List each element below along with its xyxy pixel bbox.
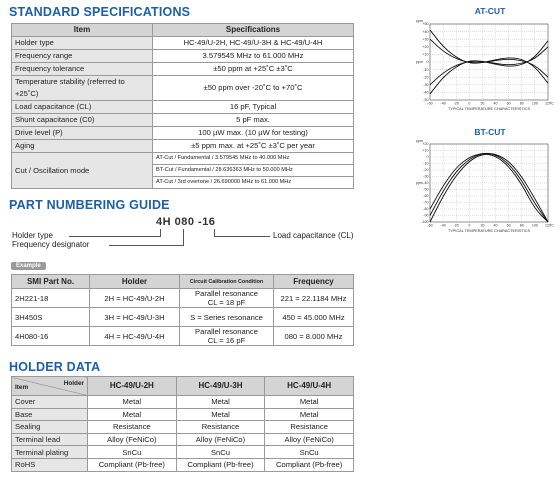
spec-item-value: 16 pF, Typical [153,101,354,114]
x-tick-label: -60 [427,101,433,106]
part-number-code: 4H 080 -16 [156,216,216,228]
holder-item-value: Compliant (Pb-free) [265,458,354,471]
example-frequency: 221 = 22.1184 MHz [274,289,354,308]
load-leader-h [214,236,270,237]
y-tick-label: -40 [423,90,429,95]
frequency-designator-label: Frequency designator [12,240,90,249]
y-axis-label: ppm [416,60,423,64]
y-tick-label: -30 [423,83,429,87]
x-tick-label: 80 [519,223,524,228]
y-tick-label: -90 [423,213,429,218]
spec-cut-value: AT-Cut / 3rd overtone / 26.690000 MHz to 61.000 MHz [153,177,354,189]
spec-item-value: ±50 ppm at +25˚C ±3˚C [153,63,354,76]
x-tick-label: 60 [506,101,511,106]
spec-row [12,50,354,63]
y-tick-label: -20 [423,168,429,173]
y-tick-label: +50 [422,22,429,27]
x-tick-label: -40 [440,223,446,228]
spec-row [12,114,354,127]
x-tick-label: -20 [453,223,459,228]
holder-leader-h [69,236,161,237]
part-numbering-diagram [11,215,361,255]
freq-leader-h [109,245,184,246]
spec-row [12,76,354,101]
holder-row [12,433,354,446]
x-unit-label: °C [550,223,555,228]
holder-header-3h: HC-49/U-3H [176,377,265,396]
holder-item-label: Sealing [12,421,88,434]
holder-item-value: Alloy (FeNiCo) [176,433,265,446]
example-holder: 4H = HC-49/U-4H [90,327,180,346]
x-tick-label: 40 [493,101,498,106]
example-holder: 3H = HC-49/U-3H [90,308,180,327]
holder-item-value: Metal [176,408,265,421]
example-header-part-no: SMI Part No. [12,275,90,289]
x-unit-label: °C [550,101,555,106]
x-tick-label: -20 [453,101,459,106]
example-row [12,289,354,308]
x-tick-label: 0 [468,223,471,228]
example-part-no: 2H221-18 [12,289,90,308]
spec-item-label: Aging [12,140,153,153]
x-tick-label: 100 [531,101,538,106]
example-condition: S = Series resonance [180,308,274,327]
x-tick-label: 120 [545,101,551,106]
x-tick-label: -60 [427,223,433,228]
load-capacitance-label: Load capacitance (CL) [273,231,354,240]
holder-corner-bottom: Item [15,384,29,391]
holder-item-value: SnCu [176,446,265,459]
holder-header-row [12,377,354,396]
spec-item-value: ±5 ppm max. at +25˚C ±3˚C per year [153,140,354,153]
y-tick-label: -10 [423,161,429,166]
spec-item-value: 5 pF max. [153,114,354,127]
holder-item-label: Terminal lead [12,433,88,446]
y-tick-label: +20 [422,45,429,49]
spec-row [12,127,354,140]
holder-row [12,421,354,434]
y-tick-label: -100 [421,220,429,225]
y-axis-label: ppm [416,181,423,185]
holder-type-label: Holder type [12,231,53,240]
x-tick-label: 40 [493,223,498,228]
y-tick-label: -30 [423,174,429,179]
holder-header-2h: HC-49/U-2H [88,377,177,396]
y-tick-label: +40 [422,29,429,34]
x-tick-label: 20 [480,223,485,228]
holder-item-value: Compliant (Pb-free) [88,458,177,471]
holder-item-value: Compliant (Pb-free) [176,458,265,471]
y-tick-label: +30 [422,37,429,42]
holder-item-value: Metal [88,396,177,409]
y-tick-label: -20 [423,75,429,80]
spec-row [12,140,354,153]
holder-row [12,446,354,459]
y-unit-label: ppm [416,139,423,143]
spec-item-label: Shunt capacitance (C0) [12,114,153,127]
y-tick-label: 0 [426,155,429,160]
x-tick-label: 0 [468,101,471,106]
spec-table [11,23,354,189]
chart-caption: TYPICAL TEMPERATURE CHARACTERISTICS [448,107,530,111]
y-tick-label: -70 [423,200,429,205]
holder-item-value: Alloy (FeNiCo) [265,433,354,446]
at-cut-chart [412,16,560,120]
chart-caption: TYPICAL TEMPERATURE CHARACTERISTICS [448,229,530,233]
spec-item-label: Drive level (P) [12,127,153,140]
holder-table [11,376,354,472]
example-part-no: 3H450S [12,308,90,327]
holder-item-label: RoHS [12,458,88,471]
spec-item-label: Frequency range [12,50,153,63]
y-tick-label: +10 [422,52,429,57]
example-row [12,327,354,346]
spec-item-label: Load capacitance (CL) [12,101,153,114]
example-frequency: 450 = 45.000 MHz [274,308,354,327]
holder-item-value: Resistance [176,421,265,434]
spec-cut-value: AT-Cut / Fundamental / 3.579545 MHz to 40.000 MHz [153,153,354,165]
example-condition: Parallel resonance CL = 16 pF [180,327,274,346]
spec-section-title: STANDARD SPECIFICATIONS [9,5,191,19]
spec-header-item: Item [12,24,153,37]
spec-item-label: Holder type [12,37,153,50]
holder-item-value: Metal [265,408,354,421]
holder-header-4h: HC-49/U-4H [265,377,354,396]
y-tick-label: +10 [422,148,429,153]
spec-item-value: 3.579545 MHz to 61.000 MHz [153,50,354,63]
holder-corner-cell [12,377,88,396]
holder-item-value: SnCu [88,446,177,459]
x-tick-label: 20 [480,101,485,106]
holder-item-value: Metal [176,396,265,409]
part-numbering-title: PART NUMBERING GUIDE [9,198,170,212]
example-part-no: 4H080-16 [12,327,90,346]
example-header-row [12,275,354,289]
example-condition: Parallel resonance CL = 18 pF [180,289,274,308]
at-cut-title: AT-CUT [474,6,506,16]
spec-item-value: 100 µW max. (10 µW for testing) [153,127,354,140]
holder-corner-top: Holder [63,380,84,387]
y-tick-label: -50 [423,98,429,103]
example-holder: 2H = HC-49/U-2H [90,289,180,308]
holder-item-value: Resistance [88,421,177,434]
spec-item-value: ±50 ppm over -20˚C to +70˚C [153,76,354,101]
holder-item-label: Base [12,408,88,421]
y-tick-label: +20 [422,142,429,147]
bt-cut-chart [412,138,560,238]
holder-data-title: HOLDER DATA [9,360,101,374]
x-tick-label: 100 [531,223,538,228]
holder-item-label: Cover [12,396,88,409]
y-unit-label: ppm [416,19,423,23]
holder-item-label: Terminal plating [12,446,88,459]
holder-item-value: Metal [88,408,177,421]
holder-item-value: SnCu [265,446,354,459]
y-tick-label: 0 [426,60,429,65]
spec-cut-label: Cut / Oscillation mode [12,153,153,189]
spec-item-value: HC-49/U-2H, HC-49/U-3H & HC-49/U-4H [153,37,354,50]
example-row [12,308,354,327]
example-header-holder: Holder [90,275,180,289]
x-tick-label: 80 [519,101,524,106]
example-tag: Example [11,262,46,270]
example-header-frequency: Frequency [274,275,354,289]
y-tick-label: -10 [423,67,429,72]
spec-row [12,63,354,76]
holder-item-value: Resistance [265,421,354,434]
spec-item-label: Temperature stability (referred to +25˚C) [12,76,153,101]
y-tick-label: -40 [423,181,429,186]
x-tick-label: 60 [506,223,511,228]
spec-header-row [12,24,354,37]
spec-row [12,101,354,114]
x-tick-label: 120 [545,223,551,228]
holder-item-value: Alloy (FeNiCo) [88,433,177,446]
y-tick-label: -80 [423,207,429,212]
spec-cut-row [12,153,354,165]
spec-cut-value: BT-Cut / Fundamental / 28.636363 MHz to 50.000 MHz [153,165,354,177]
holder-row [12,458,354,471]
y-tick-label: -60 [423,194,429,199]
spec-item-label: Frequency tolerance [12,63,153,76]
freq-leader-v [183,229,184,246]
example-frequency: 080 = 8.000 MHz [274,327,354,346]
holder-row [12,396,354,409]
holder-item-value: Metal [265,396,354,409]
holder-row [12,408,354,421]
example-header-circuit-condition: Circuit Calibration Condition [180,275,274,289]
x-tick-label: -40 [440,101,446,106]
spec-header-specifications: Specifications [153,24,354,37]
y-tick-label: -50 [423,187,429,192]
example-table [11,274,354,346]
bt-cut-title: BT-CUT [474,127,506,137]
spec-row [12,37,354,50]
